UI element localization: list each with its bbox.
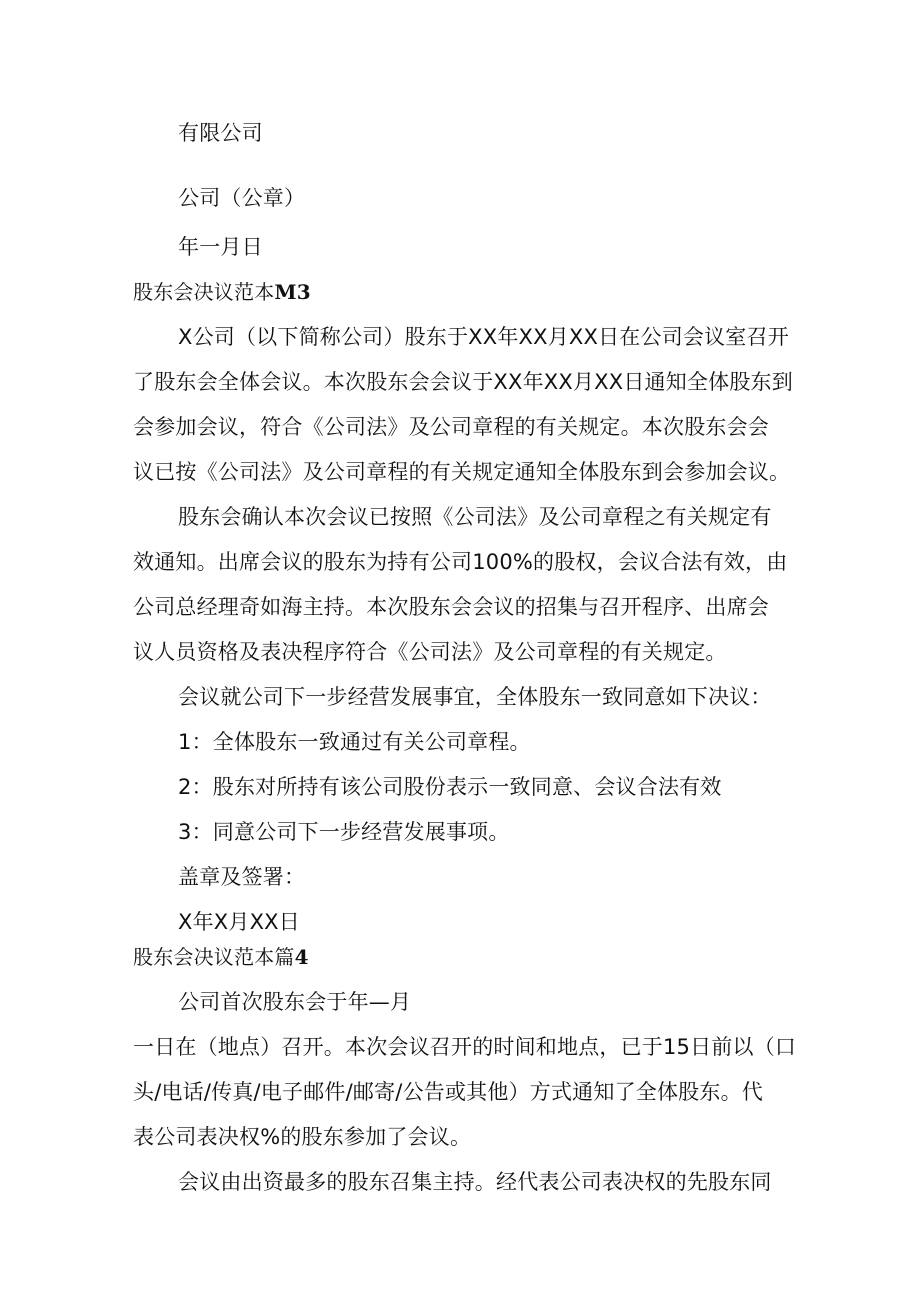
section-4-heading-text: 股东会决议范本篇 bbox=[133, 945, 295, 969]
resolution-intro: 会议就公司下一步经营发展事宜，全体股东一致同意如下决议： bbox=[178, 685, 772, 709]
resolution-item: 2：股东对所持有该公司股份表示一致同意、会议合法有效 bbox=[178, 775, 722, 799]
section-3-p2-line: 股东会确认本次会议已按照《公司法》及公司章程之有关规定有 bbox=[178, 505, 772, 529]
section-3-heading bbox=[133, 277, 311, 307]
sign-label: 盖章及签署： bbox=[178, 865, 306, 889]
signature-date: 年一月日 bbox=[178, 235, 263, 259]
section-4-heading bbox=[133, 942, 309, 972]
sign-date: X年X月XX日 bbox=[178, 910, 300, 934]
section-3-heading-number: M3 bbox=[274, 280, 311, 304]
section-3-heading-text: 股东会决议范本 bbox=[133, 280, 275, 304]
section-3-p2-line: 效通知。出席会议的股东为持有公司100%的股权，会议合法有效，由 bbox=[133, 550, 788, 574]
section-3-p2-line: 公司总经理奇如海主持。本次股东会会议的招集与召开程序、出席会 bbox=[133, 595, 769, 619]
section-4-p1-line: 表公司表决权%的股东参加了会议。 bbox=[133, 1125, 472, 1149]
section-4-heading-number: 4 bbox=[294, 945, 309, 969]
section-4-p1-line: 一日在（地点）召开。本次会议召开的时间和地点，已于15日前以（口 bbox=[133, 1035, 797, 1059]
company-name: 有限公司 bbox=[178, 121, 263, 145]
section-4-p2-line: 会议由出资最多的股东召集主持。经代表公司表决权的先股东同 bbox=[178, 1170, 772, 1194]
section-4-p1-line: 头/电话/传真/电子邮件/邮寄/公告或其他）方式通知了全体股东。代 bbox=[133, 1080, 763, 1104]
section-3-p2-line: 议人员资格及表决程序符合《公司法》及公司章程的有关规定。 bbox=[133, 640, 727, 664]
section-3-p1-line: 议已按《公司法》及公司章程的有关规定通知全体股东到会参加会议。 bbox=[133, 460, 791, 484]
section-3-p1-line: 会参加会议，符合《公司法》及公司章程的有关规定。本次股东会会 bbox=[133, 415, 769, 439]
section-3-p1-line: X公司（以下简称公司）股东于XX年XX月XX日在公司会议室召开 bbox=[178, 325, 789, 349]
section-3-p1-line: 了股东会全体会议。本次股东会会议于XX年XX月XX日通知全体股东到 bbox=[133, 370, 793, 394]
company-seal-label: 公司（公章） bbox=[178, 186, 306, 210]
resolution-item: 1：全体股东一致通过有关公司章程。 bbox=[178, 730, 531, 754]
section-4-p1-line: 公司首次股东会于年—月 bbox=[178, 990, 412, 1014]
resolution-item: 3：同意公司下一步经营发展事项。 bbox=[178, 820, 510, 844]
